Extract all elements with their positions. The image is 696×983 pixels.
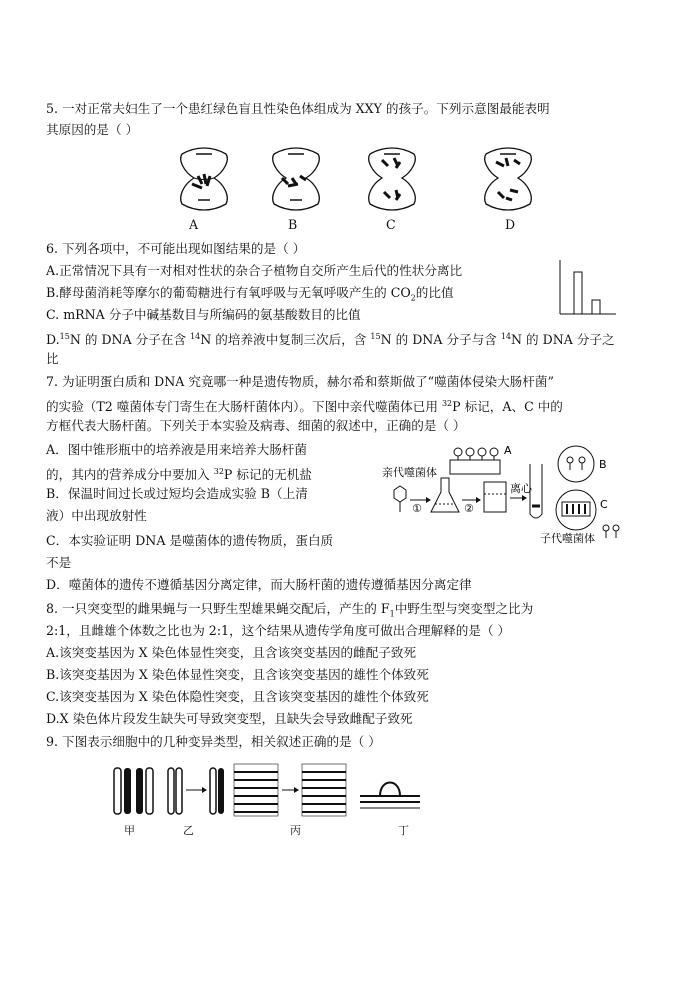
- q5-option-d-label: D: [505, 217, 516, 232]
- mixture-box-a: [450, 448, 500, 474]
- q6-option-d-line2: 比: [46, 351, 59, 366]
- q7-fig-child-label: 子代噬菌体: [540, 532, 595, 545]
- cell-figure-b: [273, 148, 320, 210]
- q9-label-yi: 乙: [183, 824, 194, 837]
- q7-option-b-line2: 液）中出现放射性: [46, 508, 147, 523]
- flask-icon: [431, 478, 459, 512]
- chromosome-figure-jia: [114, 768, 153, 814]
- q7-option-a-line1: A．图中锥形瓶中的培养液是用来培养大肠杆菌: [46, 442, 307, 457]
- q7-experiment-figure: [380, 438, 635, 558]
- q9-stem: 9. 下图表示细胞中的几种变异类型，相关叙述正确的是（ ）: [46, 734, 381, 749]
- child-phage-icon: [603, 525, 619, 538]
- q8-option-a: A.该突变基因为 X 染色体显性突变，且含该突变基因的雌配子致死: [46, 645, 417, 660]
- q6-option-a: A.正常情况下具有一对相对性状的杂合子植物自交所产生后代的性状分离比: [46, 263, 463, 278]
- q6-figure-bar-2: [592, 300, 600, 314]
- svg-text:A: A: [504, 444, 512, 457]
- q6-option-c: C. mRNA 分子中碱基数目与所编码的氨基酸数目的比值: [46, 307, 361, 322]
- q5-option-a-label: A: [189, 217, 199, 232]
- parent-phage-icon: [394, 486, 406, 512]
- q7-stem-line1: 7. 为证明蛋白质和 DNA 究竟哪一种是遗传物质，赫尔希和蔡斯做了“噬菌体侵染大肠杆菌”: [46, 374, 554, 389]
- result-circle-c: [556, 490, 596, 530]
- chromosome-figure-yi: [168, 768, 224, 814]
- q6-bar-figure: [558, 258, 618, 316]
- result-circle-b: [558, 446, 594, 482]
- q8-option-b: B.该突变基因为 X 染色体显性突变，且含该突变基因的雄性个体致死: [46, 667, 429, 682]
- beaker-icon: [484, 482, 506, 512]
- q9-label-ding: 丁: [398, 824, 409, 837]
- q6-figure-bar-1: [574, 272, 582, 314]
- q9-label-jia: 甲: [124, 824, 135, 837]
- q7-option-d: D．噬菌体的遗传不遵循基因分离定律，而大肠杆菌的遗传遵循基因分离定律: [46, 577, 472, 592]
- q7-fig-parent-label: 亲代噬菌体: [382, 466, 437, 479]
- q7-stem-line2: 的实验（T2 噬菌体专门寄生在大肠杆菌体内）。下图中亲代噬菌体已用 $^{32}$P 标记，A、C 中的: [46, 399, 563, 415]
- q6-option-b: B.酵母菌消耗等摩尔的葡萄糖进行有氧呼吸与无氧呼吸产生的 $CO_2$的比值: [46, 285, 454, 303]
- q6-stem: 6. 下列各项中，不可能出现如图结果的是（ ）: [46, 241, 306, 256]
- q5-option-b-label: B: [288, 217, 298, 232]
- q9-variation-figure: [110, 760, 510, 830]
- q7-stem-line3: 方框代表大肠杆菌。下列关于本实验及病毒、细菌的叙述中，正确的是（ ）: [46, 418, 466, 433]
- q8-stem-line2: 2:1，且雌雄个体数之比也为 2:1，这个结果从遗传学角度可做出合理解释的是（ ）: [46, 623, 511, 638]
- q5-cell-figures: [0, 140, 696, 240]
- q7-option-c-line1: C．本实验证明 DNA 是噬菌体的遗传物质，蛋白质: [46, 533, 334, 548]
- q9-label-bing: 丙: [290, 824, 301, 837]
- q5-stem-line1: 5. 一对正常夫妇生了一个患红绿色盲且性染色体组成为 XXY 的孩子。下列示意图最能表明: [46, 101, 550, 116]
- q7-option-c-line2: 不是: [46, 555, 72, 570]
- q6-option-d: D.$^{15}$N 的 DNA 分子在含 $^{14}$N 的培养液中复制三次后，含 $^{15}$N 的 DNA 分子与含 $^{14}$N 的 DNA 分子之: [46, 332, 615, 348]
- q8-stem-line1: 8. 一只突变型的雌果蝇与一只野生型雄果蝇交配后，产生的 $F_1$中野生型与突变型之比为: [46, 601, 534, 619]
- dna-figure-bing: [234, 764, 346, 816]
- q7-option-a-line2: 的，其内的营养成分中要加入 $^{32}$P 标记的无机盐: [46, 467, 312, 483]
- svg-text:B: B: [599, 458, 607, 471]
- cell-figure-a: [181, 148, 228, 210]
- svg-text:②: ②: [464, 502, 474, 515]
- q5-option-c-label: C: [386, 217, 396, 232]
- q7-option-b-line1: B．保温时间过长或过短均会造成实验 B（上清: [46, 486, 308, 501]
- svg-text:C: C: [600, 498, 608, 511]
- chromosome-figure-ding: [360, 783, 420, 809]
- q5-stem-line2: 其原因的是（ ）: [46, 122, 139, 137]
- q8-option-d: D.X 染色体片段发生缺失可导致突变型，且缺失会导致雌配子致死: [46, 711, 413, 726]
- cell-figure-c: [369, 148, 416, 210]
- svg-text:①: ①: [412, 502, 422, 515]
- svg-text:离心: 离心: [510, 482, 532, 495]
- cell-figure-d: [485, 148, 532, 210]
- q8-option-c: C.该突变基因为 X 染色体隐性突变，且含该突变基因的雄性个体致死: [46, 689, 429, 704]
